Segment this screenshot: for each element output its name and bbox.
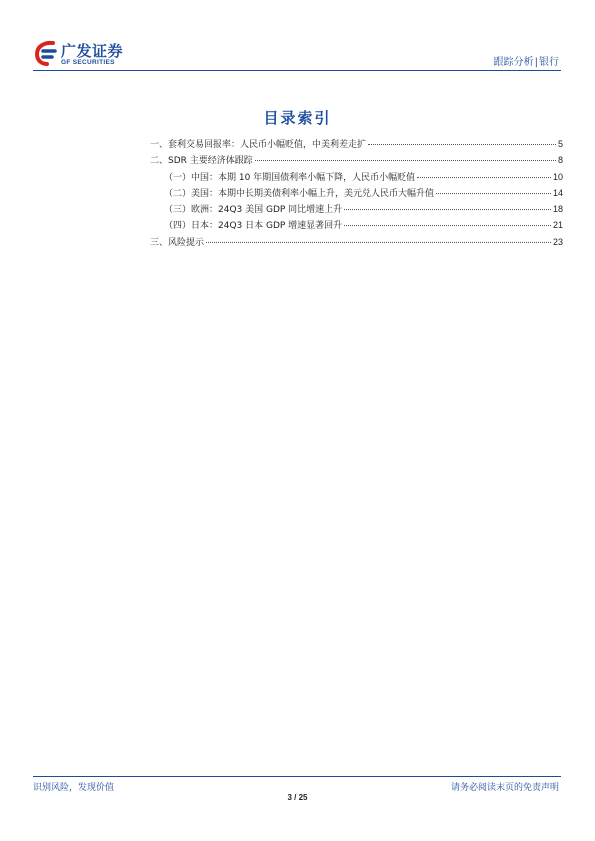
footer-disclaimer-notice: 请务必阅读末页的免责声明 (450, 783, 559, 793)
toc-entry-label: （三）欧洲：24Q3 美国 GDP 同比增速上升 (164, 205, 343, 216)
toc-entry-page: 8 (557, 155, 563, 166)
toc-entry[interactable] (150, 152, 563, 168)
table-of-contents (150, 136, 563, 250)
toc-entry[interactable] (150, 185, 563, 201)
toc-entry-page: 18 (552, 204, 563, 215)
toc-leader-dots (368, 144, 556, 145)
toc-entry[interactable] (150, 217, 563, 233)
toc-entry[interactable] (150, 234, 563, 250)
toc-entry-page: 14 (552, 187, 563, 198)
header-divider (33, 70, 561, 71)
toc-entry-label: 二、SDR 主要经济体跟踪 (150, 156, 253, 167)
toc-title: 目录索引 (263, 109, 332, 127)
report-category (494, 53, 559, 68)
logo-text-cn: 广发证券 (61, 42, 124, 60)
toc-leader-dots (344, 225, 551, 226)
toc-leader-dots (206, 242, 551, 243)
toc-leader-dots (255, 160, 556, 161)
gf-logo-icon (33, 40, 59, 66)
report-type: 跟踪分析 (493, 57, 534, 68)
gf-securities-logo (33, 40, 163, 70)
toc-entry-label: （四）日本：24Q3 日本 GDP 增速显著回升 (164, 221, 343, 232)
toc-entry[interactable] (150, 136, 563, 152)
toc-entry-label: 一、套利交易回报率：人民币小幅贬值，中美利差走扩 (150, 140, 367, 150)
footer-divider (33, 776, 561, 777)
toc-entry-page: 5 (557, 139, 563, 149)
toc-leader-dots (436, 193, 551, 194)
page-number: 3 / 25 (287, 793, 308, 802)
toc-entry-page: 10 (552, 171, 563, 182)
header-separator: | (534, 57, 538, 68)
toc-entry-page: 21 (552, 220, 563, 231)
logo-text-en: GF SECURITIES (61, 59, 115, 66)
page-header (0, 0, 595, 75)
toc-entry[interactable] (150, 169, 563, 185)
toc-leader-dots (344, 209, 551, 210)
toc-leader-dots (417, 177, 551, 178)
footer-slogan: 识别风险，发现价值 (33, 783, 115, 793)
toc-entry-label: （一）中国：本期 10 年期国债利率小幅下降，人民币小幅贬值 (164, 172, 416, 183)
toc-entry-label: （二）美国：本期中长期美债利率小幅上升，美元兑人民币大幅升值 (164, 188, 435, 199)
industry-label: 银行 (539, 57, 559, 68)
toc-entry[interactable] (150, 201, 563, 217)
toc-entry-label: 三、风险提示 (150, 237, 205, 248)
toc-entry-page: 23 (552, 236, 563, 247)
